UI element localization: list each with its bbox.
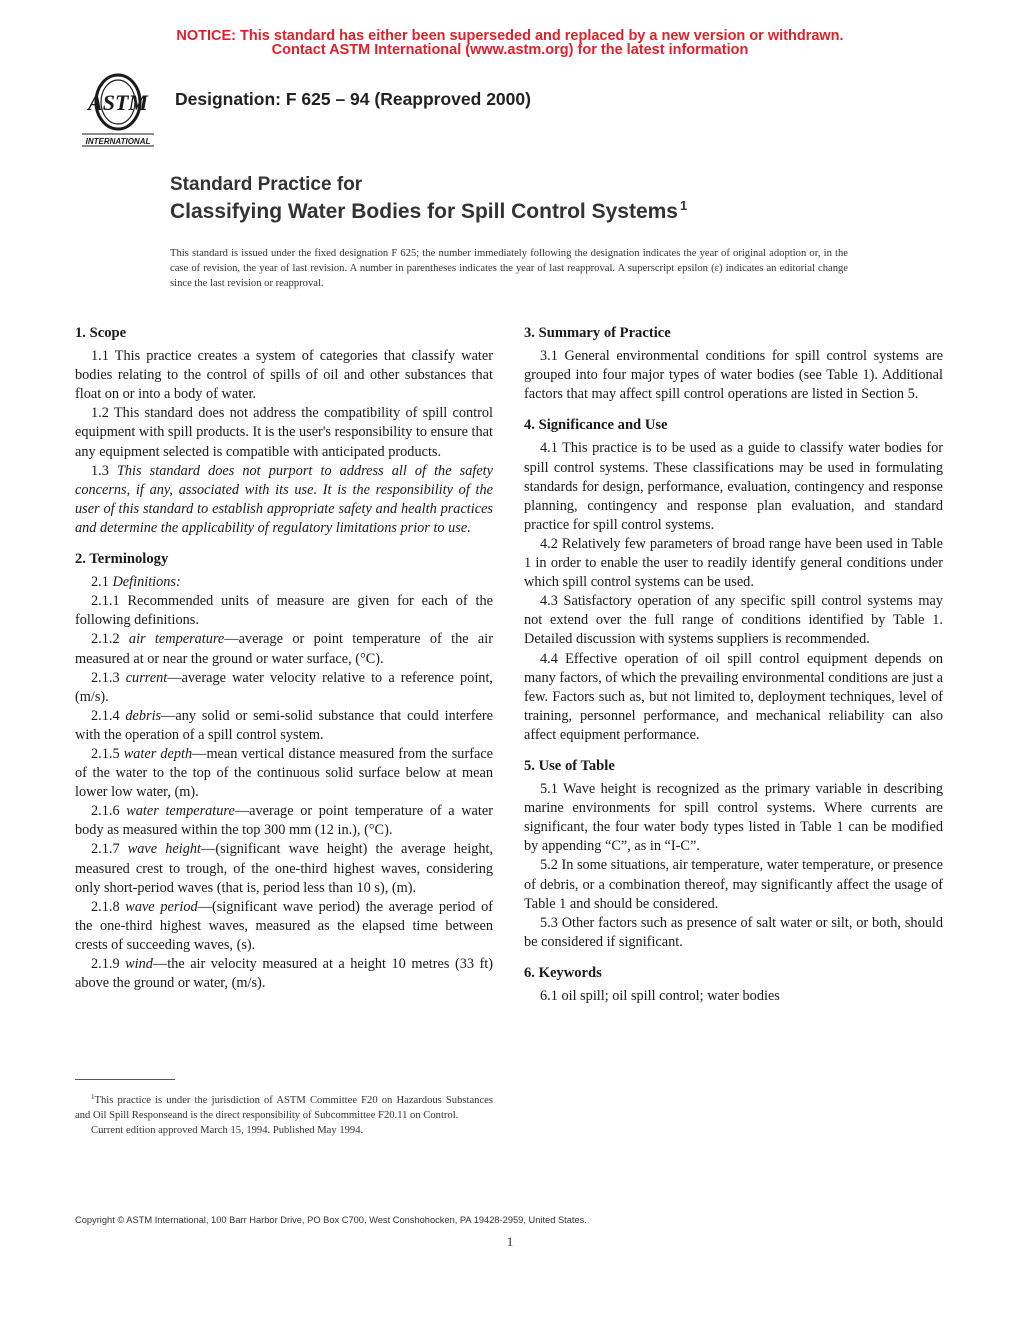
scope-1-3-num: 1.3: [91, 462, 117, 479]
significance-4-4: 4.4 Effective operation of oil spill control equipment depends on many factors, of which the prevailing environmental conditions are just a few. Factors such as, but not limited to, deployment techniques, level of training, personnel performance, and mechanical reliability can also affect equipment performance.: [524, 650, 943, 743]
use-of-table-heading: 5. Use of Table: [524, 757, 615, 774]
keywords-heading: 6. Keywords: [524, 964, 602, 981]
term-name: wave period: [125, 898, 198, 915]
term-2-1-4: [75, 707, 493, 745]
left-column: [75, 324, 493, 993]
footnote-rule: [75, 1079, 175, 1080]
term-2-1-2: [75, 630, 493, 668]
term-num: 2.1.3: [91, 669, 126, 686]
term-2-1-1: 2.1.1 Recommended units of measure are given for each of the following definitions.: [75, 593, 493, 629]
summary-heading: 3. Summary of Practice: [524, 325, 671, 341]
notice-line-1: NOTICE: This standard has either been superseded and replaced by a new version or withdrawn.: [176, 28, 844, 44]
right-column: [524, 324, 943, 1006]
scope-1-1: 1.1 This practice creates a system of categories that classify water bodies relating to the control of spills of oil and other substances that float on or into a body of water.: [75, 348, 493, 403]
term-num: 2.1.7: [91, 841, 128, 858]
significance-4-1: 4.1 This practice is to be used as a guide to classify water bodies for spill control systems. These classifications may be used in formulating standards for design, performance, evaluation, contingency and response planning, contingency and response plan evaluation, and standard practice for spill control systems.: [524, 440, 943, 533]
term-name: wind: [125, 956, 153, 972]
term-def: —average or point temperature of the air measured at or near the ground or water surface, (°C).: [75, 631, 493, 667]
designation: Designation: F 625 – 94 (Reapproved 2000): [175, 89, 531, 109]
scope-1-2: 1.2 This standard does not address the compatibility of spill control equipment with spill products. It is the user's responsibility to ensure that any equipment selected is compatible with anticipated products.: [75, 405, 493, 460]
use-5-1: 5.1 Wave height is recognized as the primary variable in describing marine environments for spill control systems. Where currents are significant, the four water body types listed in Table 1 can be modified by appending “C”, as in “I-C”.: [524, 781, 943, 855]
term-num: 2.1.9: [91, 956, 126, 972]
term-def: —average water velocity relative to a reference point, (m/s).: [75, 669, 493, 705]
term-num: 2.1.2: [91, 631, 129, 648]
significance-4-2: 4.2 Relatively few parameters of broad range have been used in Table 1 in order to enable the user to readily identify general conditions under which spill control systems can be used.: [524, 535, 943, 591]
scope-1-3: [75, 462, 493, 538]
footnote: [75, 1090, 493, 1138]
term-2-1-3: [75, 669, 493, 707]
term-2-1: [75, 573, 493, 592]
terminology-heading: 2. Terminology: [75, 551, 169, 568]
significance-heading: 4. Significance and Use: [524, 417, 668, 434]
term-name: current: [125, 669, 168, 686]
term-2-1-label: Definitions:: [112, 574, 181, 591]
term-def: —(significant wave height) the average height, measured crest to trough, of the one-third highest waves, considering only short-period waves (that is, period less than 10 s), (m).: [75, 841, 494, 896]
term-name: wave height: [127, 841, 202, 858]
logo-top-text: ASTM: [88, 90, 148, 115]
term-2-1-8: [75, 898, 493, 955]
term-num: 2.1.5: [91, 745, 124, 762]
footnote-text: This practice is under the jurisdiction of ASTM Committee F20 on Hazardous Substances and Oil Spill Responseand is the direct responsibility of Subcommittee F20.11 on Control.: [75, 1095, 493, 1121]
term-num: 2.1.6: [91, 803, 127, 820]
page-number: 1: [506, 1234, 514, 1249]
term-def: —average or point temperature of a water body as measured within the top 300 mm (12 in.), (°C).: [75, 803, 493, 839]
keywords-6-1: 6.1 oil spill; oil spill control; water bodies: [540, 988, 780, 1004]
footnote-mark: 1: [91, 1093, 95, 1101]
scope-1-3-text: This standard does not purport to address all of the safety concerns, if any, associated with its use. It is the responsibility of the user of this standard to establish appropriate safety and health practices and determine the applicability of regulatory limitations prior to use.: [75, 462, 493, 536]
significance-4-3: 4.3 Satisfactory operation of any specific spill control systems may not extend over the full range of conditions identified by Table 1. Detailed discussion with systems suppliers is recommended.: [524, 593, 943, 648]
term-def: —any solid or semi-solid substance that could interfere with the operation of a spill control system.: [75, 707, 493, 743]
term-num: 2.1.4: [91, 707, 126, 724]
footnote-edition: Current edition approved March 15, 1994. Published May 1994.: [91, 1125, 364, 1136]
summary-3-1: 3.1 General environmental conditions for spill control systems are grouped into four major types of water bodies (see Table 1). Additional factors that may affect spill control operations are listed in Section 5.: [524, 348, 943, 403]
term-def: —the air velocity measured at a height 10 metres (33 ft) above the ground or water, (m/s).: [75, 956, 493, 992]
use-5-2: 5.2 In some situations, air temperature, water temperature, or presence of debris, or a combination thereof, may significantly affect the usage of Table 1 and should be considered.: [524, 857, 943, 912]
term-name: air temperature: [128, 631, 225, 648]
term-2-1-5: [75, 745, 493, 802]
term-2-1-7: [75, 840, 493, 897]
astm-logo: [74, 72, 162, 148]
term-2-1-9: [75, 955, 493, 993]
title-main: Classifying Water Bodies for Spill Control Systems: [170, 200, 678, 223]
title-line-1: Standard Practice for: [170, 174, 363, 195]
term-name: debris: [125, 707, 162, 724]
use-5-3: 5.3 Other factors such as presence of salt water or silt, or both, should be considered if significant.: [524, 914, 943, 950]
footnote-1: [75, 1090, 493, 1123]
term-2-1-6: [75, 802, 493, 840]
copyright: Copyright © ASTM International, 100 Barr Harbor Drive, PO Box C700, West Conshohocken, PA 19428-2959, United States.: [75, 1215, 587, 1225]
title-footnote-mark: 1: [680, 198, 688, 213]
term-num: 2.1.8: [91, 898, 126, 915]
logo-bottom-text: INTERNATIONAL: [85, 137, 151, 146]
term-name: water depth: [123, 745, 193, 762]
notice-line-2: Contact ASTM International (www.astm.org) for the latest information: [271, 42, 749, 58]
term-def: —mean vertical distance measured from the surface of the water to the top of the continuous solid surface below at mean lower low water, (m).: [75, 745, 494, 801]
issued-note: This standard is issued under the fixed designation F 625; the number immediately following the designation indicates the year of original adoption or, in the case of revision, the year of last revision. A number in parentheses indicates the year of last reapproval. A superscript epsilon (ε) indicates an editorial change since the last revision or reapproval.: [170, 248, 848, 289]
term-2-1-num: 2.1: [91, 574, 113, 591]
term-name: water temperature: [126, 803, 235, 820]
term-def: —(significant wave period) the average period of the one-third highest waves, measured as the elapsed time between crests of succeeding waves, (s).: [75, 898, 493, 953]
scope-heading: 1. Scope: [75, 325, 127, 341]
title-line-2: [170, 198, 687, 224]
